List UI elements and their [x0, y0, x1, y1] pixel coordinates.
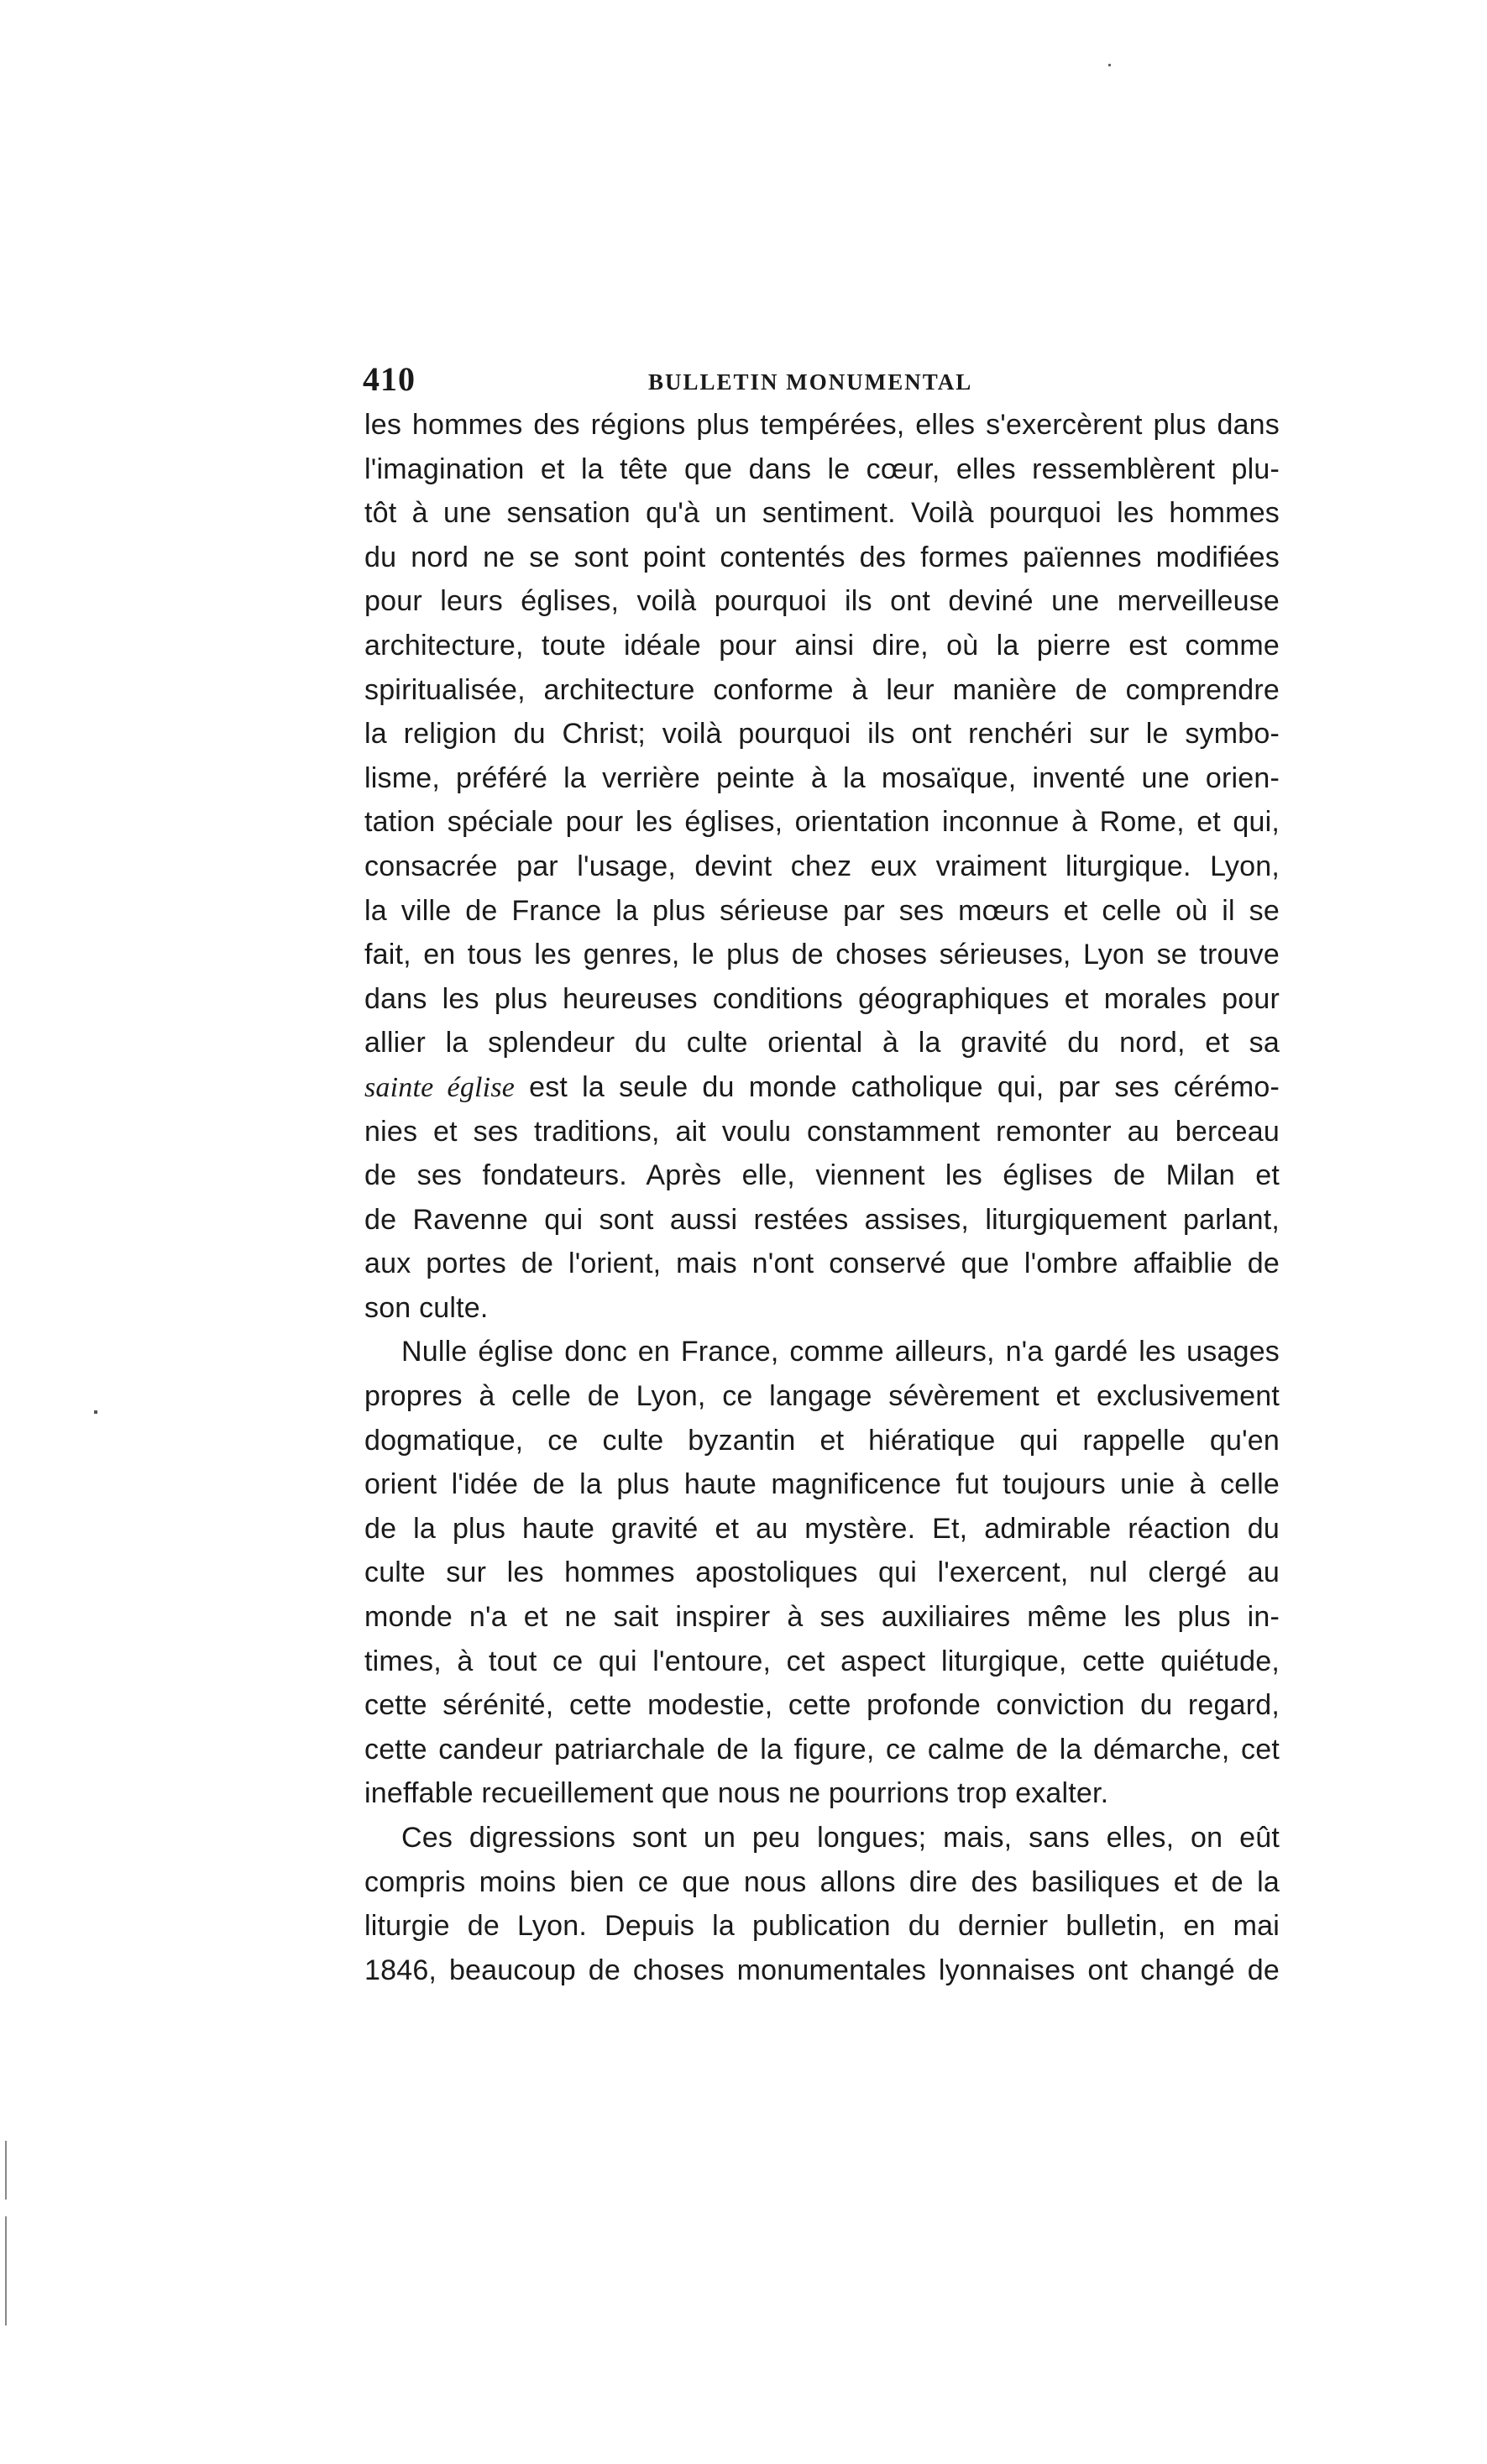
text-line: dans les plus heureuses conditions géographiques et morales pour — [364, 982, 1280, 1015]
text-line: son culte. — [364, 1291, 489, 1324]
text-line: la ville de France la plus sérieuse par ses mœurs et celle où il se — [364, 894, 1280, 927]
text-line-rest: est la seule du monde catholique qui, par ses cérémo- — [529, 1070, 1280, 1103]
body-text — [364, 403, 1280, 1992]
running-head — [363, 359, 1286, 398]
scan-artifact — [5, 2216, 7, 2325]
text-line: allier la splendeur du culte oriental à la gravité du nord, et sa — [364, 1027, 1280, 1059]
text-line: la religion du Christ; voilà pourquoi ils ont renchéri sur le symbo- — [364, 718, 1280, 751]
text-line: tôt à une sensation qu'à un sentiment. Voilà pourquoi les hommes — [364, 497, 1280, 530]
text-line: ineffable recueillement que nous ne pourrions trop exalter. — [364, 1777, 1109, 1810]
page-number: 410 — [363, 360, 416, 398]
text-line: spiritualisée, architecture conforme à leur manière de comprendre — [364, 673, 1280, 706]
text-line: compris moins bien ce que nous allons dire des basiliques et de la — [364, 1865, 1280, 1898]
italic-phrase: sainte église — [364, 1071, 516, 1103]
text-line: lisme, préféré la verrière peinte à la mosaïque, inventé une orien- — [364, 761, 1280, 794]
text-line: cette candeur patriarchale de la figure, ce calme de la démarche, cet — [364, 1733, 1280, 1766]
text-line: propres à celle de Lyon, ce langage sévèrement et exclusivement — [364, 1380, 1280, 1413]
scan-artifact — [94, 1410, 97, 1414]
text-line: nies et ses traditions, ait voulu constamment remonter au berceau — [364, 1115, 1280, 1148]
running-title: BULLETIN MONUMENTAL — [648, 369, 973, 395]
text-line-with-italic — [364, 1065, 1280, 1110]
text-line: dogmatique, ce culte byzantin et hiératique qui rappelle qu'en — [364, 1424, 1280, 1457]
text-line: liturgie de Lyon. Depuis la publication du dernier bulletin, en mai — [364, 1910, 1280, 1943]
text-line: l'imagination et la tête que dans le cœur, elles ressemblèrent plu- — [364, 453, 1280, 485]
scan-artifact — [1108, 64, 1111, 66]
text-line: de la plus haute gravité et au mystère. Et, admirable réaction du — [364, 1512, 1280, 1545]
text-line: orient l'idée de la plus haute magnificence fut toujours unie à celle — [364, 1468, 1280, 1501]
text-line: monde n'a et ne sait inspirer à ses auxiliaires même les plus in- — [364, 1601, 1280, 1634]
text-line: 1846, beaucoup de choses monumentales lyonnaises ont changé de — [364, 1954, 1280, 1986]
text-line: de ses fondateurs. Après elle, viennent les églises de Milan et — [364, 1159, 1280, 1192]
text-line: de Ravenne qui sont aussi restées assises, liturgiquement parlant, — [364, 1203, 1280, 1236]
text-line: times, à tout ce qui l'entoure, cet aspect liturgique, cette quiétude, — [364, 1645, 1280, 1677]
text-line: du nord ne se sont point contentés des formes païennes modifiées — [364, 541, 1280, 573]
text-line: consacrée par l'usage, devint chez eux vraiment liturgique. Lyon, — [364, 850, 1280, 882]
text-line: architecture, toute idéale pour ainsi dire, où la pierre est comme — [364, 629, 1280, 662]
text-line: tation spéciale pour les églises, orientation inconnue à Rome, et qui, — [364, 806, 1280, 839]
text-line: Nulle église donc en France, comme ailleurs, n'a gardé les usages — [401, 1336, 1280, 1368]
text-line: les hommes des régions plus tempérées, elles s'exercèrent plus dans — [364, 409, 1280, 441]
text-line: pour leurs églises, voilà pourquoi ils ont deviné une merveilleuse — [364, 585, 1280, 618]
text-line: Ces digressions sont un peu longues; mais, sans elles, on eût — [401, 1822, 1280, 1854]
text-line: culte sur les hommes apostoliques qui l'exercent, nul clergé au — [364, 1556, 1280, 1589]
scan-artifact — [5, 2141, 7, 2200]
text-line: cette sérénité, cette modestie, cette profonde conviction du regard, — [364, 1689, 1280, 1722]
text-line: fait, en tous les genres, le plus de choses sérieuses, Lyon se trouve — [364, 939, 1280, 971]
text-line: aux portes de l'orient, mais n'ont conservé que l'ombre affaiblie de — [364, 1248, 1280, 1280]
